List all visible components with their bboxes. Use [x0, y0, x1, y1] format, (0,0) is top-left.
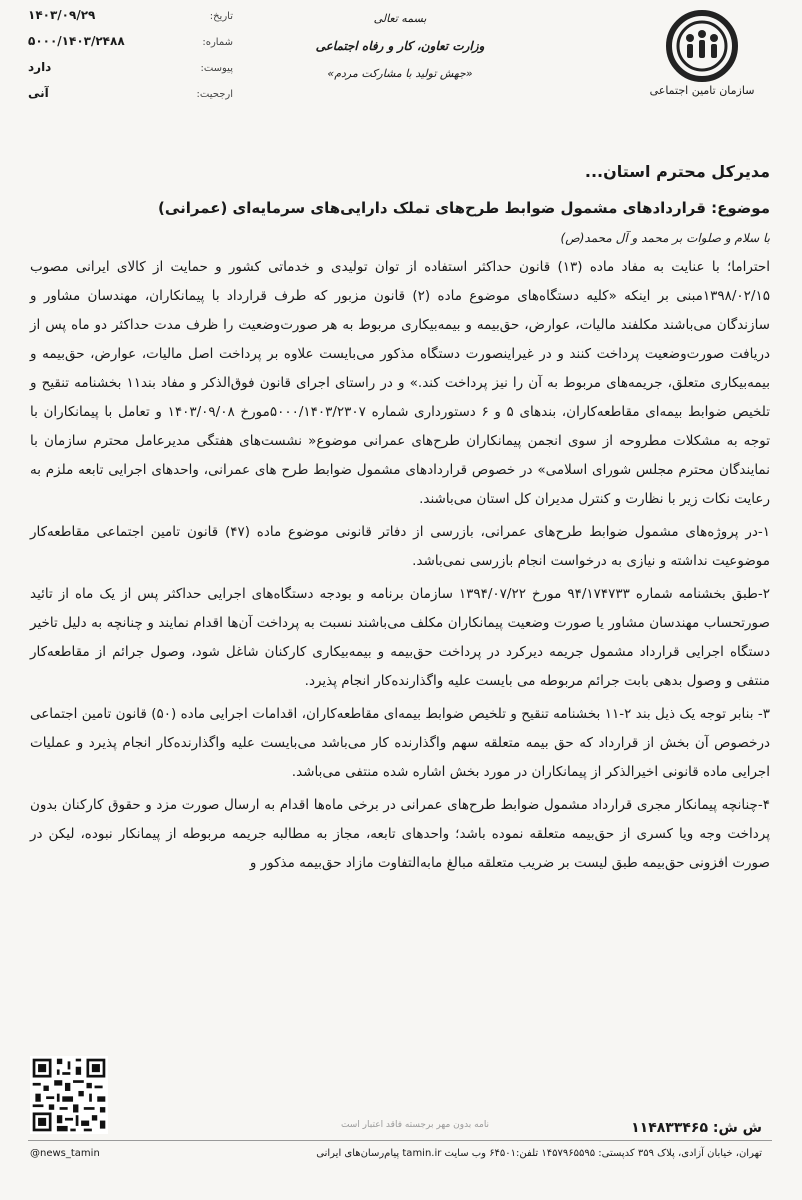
organization-name: سازمان تامین اجتماعی	[649, 84, 755, 97]
letter-meta	[28, 8, 233, 112]
meta-label: تاریخ:	[209, 11, 233, 22]
social-handle: @news_tamin	[30, 1148, 100, 1159]
meta-value: دارد	[28, 60, 52, 74]
organization-address: تهران، خیابان آزادی، پلاک ۳۵۹ کدپستی: ۱۴۵۷۹۶۵۵۹۵ تلفن:۶۴۵۰۱ وب سایت tamin.ir پیام‌رسان‌های ایرانی	[316, 1148, 762, 1159]
slogan: «جهش تولید با مشارکت مردم»	[327, 67, 473, 80]
meta-priority	[28, 86, 233, 112]
meta-label: ارجحیت:	[196, 89, 233, 100]
letterhead-center	[300, 12, 500, 80]
paragraph-intro: احتراما؛ با عنایت به مفاد ماده (۱۳) قانون حداکثر استفاده از توان تولیدی و خدماتی کشور و حمایت از کالای ایرانی مصوب ۱۳۹۸/۰۲/۱۵مبنی بر اینکه «کلیه دستگاه‌های موضوع ماده (۲) قانون مزبور که طرف قرارداد با پیمانکاران، مهندسان مشاور و سازندگان می‌باشند مکلفند مالیات، عوارض، حق‌بیمه و بیمه‌بیکاری مربوط به هر صورت‌وضعیت را ظرف مدت حداکثر دو ماه پس از دریافت صورت‌وضعیت پرداخت کنند و در غیراینصورت دستگاه مذکور می‌بایست علاوه بر پرداخت اصل مالیات، عوارض، حق‌بیمه و بیمه‌بیکاری متعلق، جریمه‌های مربوط به آن را نیز پرداخت کند.» و در راستای اجرای قانون فوق‌الذکر و مفاد بند۱۱ بخشنامه تنقیح و تلخیص ضوابط بیمه‌ای مقاطعه‌کاران، بندهای ۵ و ۶ دستورداری شماره ۵۰۰۰/۱۴۰۳/۲۳۰۷مورخ ۱۴۰۳/۰۹/۰۸ و تعامل با پیمانکاران با توجه به مشکلات مطروحه از سوی انجمن پیمانکاران طرح‌های عمرانی موضوع« نشست‌های هفتگی مدیرعامل محترم سازمان با نمایندگان محترم مجلس شورای اسلامی» در خصوص قراردادهای مشمول ضوابط طرح های عمرانی، واحدهای اجرایی تابعه ملزم به رعایت نکات زیر با نظارت و کنترل مدیران کل استان می‌باشند.	[30, 259, 771, 507]
addressee: مدیرکل محترم استان...	[584, 162, 770, 181]
qr-code-icon	[30, 1056, 108, 1134]
letter-body	[30, 150, 770, 882]
tamin-logo-icon	[666, 10, 738, 82]
meta-value: ۵۰۰۰/۱۴۰۳/۲۴۸۸	[28, 34, 125, 48]
paragraph-item-1: ۱-در پروژه‌های مشمول ضوابط طرح‌های عمرانی، بازرسی از دفاتر قانونی موضوع ماده (۴۷) قانون تامین اجتماعی مقاطعه‌کار موضوعیت نداشته و نیازی به درخواست انجام بازرسی نمی‌باشد.	[30, 524, 770, 569]
organization-logo	[642, 10, 762, 110]
footer-divider	[28, 1140, 772, 1141]
meta-label: شماره:	[202, 37, 233, 48]
seal-notice: نامه بدون مهر برجسته فاقد اعتبار است	[340, 1120, 490, 1130]
paragraph-item-2: ۲-طبق بخشنامه شماره ۹۴/۱۷۴۷۳۳ مورخ ۱۳۹۴/۰۷/۲۲ سازمان برنامه و بودجه دستگاه‌های اجرایی حداکثر پس از یک ماه از تائید صورتحساب مهندسان مشاور یا صورت وضعیت پیمانکاران مکلف می‌باشند نسبت به پرداخت آن‌ها اقدام نمایند و چنانچه به دلیل تاخیر دستگاه اجرایی قرارداد مشمول جریمه دیرکرد در پرداخت حق‌بیمه و بیمه‌بیکاری کارکنان شاغل شود، وصول جرائم از مقاطعه‌کار منتفی و وصول بدهی بابت جرائم مربوطه می بایست علیه واگذارنده‌کار انجام پذیرد.	[30, 586, 770, 689]
subject-line: موضوع: قراردادهای مشمول ضوابط طرح‌های تملک دارایی‌های سرمایه‌ای (عمرانی)	[158, 199, 770, 217]
ministry-name: وزارت تعاون، کار و رفاه اجتماعی	[315, 39, 485, 53]
meta-number	[28, 34, 233, 60]
salutation: با سلام و صلوات بر محمد و آل محمد(ص)	[560, 231, 770, 245]
tracking-number: ش ش: ۱۱۴۸۳۳۴۶۵	[631, 1120, 762, 1136]
meta-date	[28, 8, 233, 34]
paragraph-item-3: ۳- بنابر توجه یک ذیل بند ۲-۱۱ بخشنامه تنقیح و تلخیص ضوابط بیمه‌ای مقاطعه‌کاران، اقدامات اجرایی ماده (۵۰) قانون تامین اجتماعی درخصوص آن بخش از قرارداد که حق بیمه متعلقه سهم واگذارنده کار می‌باشد می‌بایست علیه واگذارنده‌کار انجام پذیرد و عملیات اجرایی ماده قانونی اخیرالذکر از پیمانکاران در مورد بخش اشاره شده منتفی می‌باشد.	[30, 706, 771, 780]
meta-label: پیوست:	[200, 63, 233, 74]
basmala: بسمه تعالی	[373, 12, 427, 25]
meta-attachment	[28, 60, 233, 86]
meta-value: آنی	[28, 86, 49, 100]
meta-value: ۱۴۰۳/۰۹/۲۹	[28, 8, 96, 22]
paragraph-item-4: ۴-چنانچه پیمانکار مجری قرارداد مشمول ضوابط طرح‌های عمرانی در برخی ماه‌ها اقدام به ارسال صورت مزد و حقوق کارکنان بدون پرداخت وجه ویا کسری از حق‌بیمه متعلقه نموده باشد؛ واحدهای تابعه، مجاز به مطالبه جریمه مربوطه از پیمانکار نبوده، لیکن در صورت افزونی حق‌بیمه طبق لیست بر ضریب متعلقه مبالغ مابه‌التفاوت مازاد حق‌بیمه مذکور و	[30, 797, 770, 871]
